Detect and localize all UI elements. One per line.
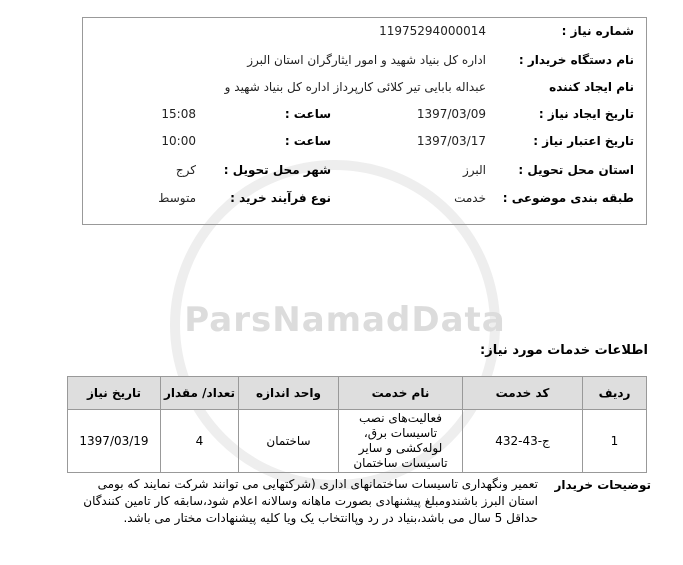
created-time-label: ساعت : <box>284 107 331 121</box>
valid-time-value: 10:00 <box>161 134 196 148</box>
header-name: نام خدمت <box>339 377 463 410</box>
cell-code: ج-43-432 <box>463 410 583 473</box>
buyer-row <box>83 53 646 77</box>
category-row <box>83 191 646 215</box>
category-label: طبقه بندی موضوعی : <box>502 191 634 205</box>
buyer-label: نام دستگاه خریدار : <box>518 53 634 67</box>
province-label: استان محل تحویل : <box>518 163 634 177</box>
tender-info-box <box>82 17 647 225</box>
valid-row <box>83 134 646 158</box>
created-date-value: 1397/03/09 <box>416 107 486 121</box>
cell-date: 1397/03/19 <box>68 410 161 473</box>
header-code: کد خدمت <box>463 377 583 410</box>
location-row <box>83 163 646 187</box>
table-row <box>68 410 647 473</box>
creator-row <box>83 80 646 104</box>
header-unit: واحد اندازه <box>239 377 339 410</box>
cell-unit: ساختمان <box>239 410 339 473</box>
services-section-title: اطلاعات خدمات مورد نیاز: <box>480 343 648 358</box>
process-label: نوع فرآیند خرید : <box>230 191 331 205</box>
category-value: خدمت <box>454 191 486 205</box>
valid-time-label: ساعت : <box>284 134 331 148</box>
city-value: کرج <box>175 163 196 177</box>
creator-value: عبداله بابایی تیر کلائی کارپرداز اداره کل بنیاد شهید و <box>224 80 486 94</box>
buyer-value: اداره کل بنیاد شهید و امور ایثارگران استان البرز <box>247 53 486 67</box>
need-number-row <box>83 24 646 48</box>
header-qty: تعداد/ مقدار <box>161 377 239 410</box>
cell-qty: 4 <box>161 410 239 473</box>
cell-index: 1 <box>583 410 647 473</box>
watermark-logo: ParsNamadData <box>184 300 506 340</box>
table-header-row <box>68 377 647 410</box>
creator-label: نام ایجاد کننده <box>549 80 634 94</box>
city-label: شهر محل تحویل : <box>223 163 331 177</box>
cell-name: فعالیت‌های نصب تاسیسات برق، لوله‌کشی و سایر تاسیسات ساختمان <box>339 410 463 473</box>
buyer-notes-label: توضیحات خریدار <box>554 478 651 492</box>
services-table <box>67 376 647 473</box>
header-index: ردیف <box>583 377 647 410</box>
valid-date-value: 1397/03/17 <box>416 134 486 148</box>
need-number-value: 11975294000014 <box>379 24 486 38</box>
created-time-value: 15:08 <box>161 107 196 121</box>
province-value: البرز <box>462 163 486 177</box>
process-value: متوسط <box>158 191 196 205</box>
created-row <box>83 107 646 131</box>
buyer-notes-text: تعمیر ونگهداری تاسیسات ساختمانهای اداری (شرکتهایی می توانند شرکت نمایند که بومی استان البرز باشندومبلغ پیشنهادی بصورت ماهانه وسالانه اعلام شود،سابقه کار تامین کنندگان حداقل 5 سال می باشد،بنیاد در رد وپاانتخاب یک ویا کلیه پیشنهادات مختار می باشد. <box>83 477 538 525</box>
valid-date-label: تاریخ اعتبار نیاز : <box>533 134 634 148</box>
created-date-label: تاریخ ایجاد نیاز : <box>538 107 634 121</box>
header-date: تاریخ نیاز <box>68 377 161 410</box>
need-number-label: شماره نیاز : <box>561 24 634 38</box>
